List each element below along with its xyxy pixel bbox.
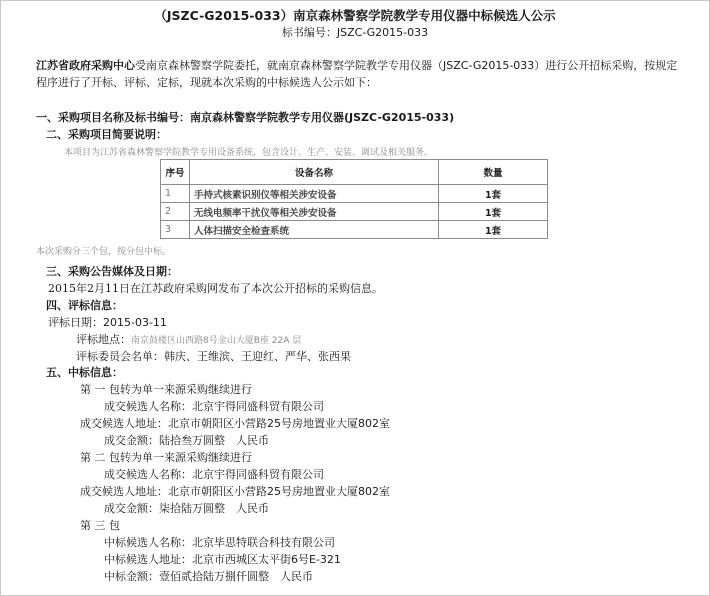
row-no: 2 bbox=[161, 203, 190, 221]
table-header-row bbox=[161, 160, 548, 185]
section-3-heading: 三、采购公告媒体及日期： bbox=[46, 265, 178, 278]
row-name: 手持式核素识别仪等相关涉安设备 bbox=[190, 185, 439, 203]
row-name: 人体扫描安全检查系统 bbox=[190, 221, 439, 239]
package-1-title: 第 一 包转为单一来源采购继续进行 bbox=[80, 383, 252, 396]
section-4-heading: 四、评标信息： bbox=[46, 299, 123, 312]
intro-paragraph bbox=[36, 57, 686, 91]
package-3-amount: 中标金额：壹佰贰拾陆万捌仟圆整 人民币 bbox=[104, 570, 313, 583]
package-2-name: 成交候选人名称：北京宇得同盛科贸有限公司 bbox=[104, 468, 324, 481]
table-row bbox=[161, 203, 548, 221]
row-qty: 1套 bbox=[439, 221, 548, 239]
package-3-address: 中标候选人地址：北京市西城区太平街6号E-321 bbox=[104, 553, 341, 566]
intro-text: 受南京森林警察学院委托，就南京森林警察学院教学专用仪器（JSZC-G2015-033）进行公开招标采购，按规定程序进行了开标、评标、定标，现就本次采购的中标候选人公示如下： bbox=[36, 59, 678, 89]
agency-name: 江苏省政府采购中心 bbox=[36, 59, 135, 72]
bid-number: 标书编号：JSZC-G2015-033 bbox=[281, 26, 429, 39]
row-no: 1 bbox=[161, 185, 190, 203]
section-2-heading: 二、采购项目简要说明： bbox=[46, 128, 167, 141]
equipment-table bbox=[160, 159, 548, 239]
page-title: （JSZC-G2015-033）南京森林警察学院教学专用仪器中标候选人公示 bbox=[154, 8, 556, 23]
section-5-heading: 五、中标信息： bbox=[46, 366, 123, 379]
committee-list: 评标委员会名单：韩庆、王维滨、王迎红、严华、张西果 bbox=[76, 350, 351, 363]
project-description: 本项目为江苏省森林警察学院教学专用设备系统，包含设计、生产、安装、调试及相关服务。 bbox=[64, 148, 434, 158]
row-qty: 1套 bbox=[439, 203, 548, 221]
evaluation-location bbox=[76, 331, 301, 347]
table-row bbox=[161, 185, 548, 203]
section-1-heading: 一、采购项目名称及标书编号：南京森林警察学院教学专用仪器(JSZC-G2015-033) bbox=[36, 111, 455, 124]
package-1-amount: 成交金额：陆拾叁万圆整 人民币 bbox=[104, 434, 269, 447]
package-2-address: 成交候选人地址：北京市朝阳区小营路25号房地置业大厦802室 bbox=[80, 485, 390, 498]
media-date-text: 2015年2月11日在江苏政府采购网发布了本次公开招标的采购信息。 bbox=[48, 282, 383, 295]
package-1-name: 成交候选人名称：北京宇得同盛科贸有限公司 bbox=[104, 400, 324, 413]
location-value: 南京鼓楼区山西路8号金山大厦B座 22A 层 bbox=[131, 336, 302, 346]
table-row bbox=[161, 221, 548, 239]
row-name: 无线电频率干扰仪等相关涉安设备 bbox=[190, 203, 439, 221]
row-qty: 1套 bbox=[439, 185, 548, 203]
col-header-no: 序号 bbox=[161, 160, 190, 185]
evaluation-date: 评标日期：2015-03-11 bbox=[48, 316, 167, 329]
location-label: 评标地点： bbox=[76, 333, 131, 346]
package-note: 本次采购分三个包，按分包中标。 bbox=[36, 247, 172, 257]
package-3-title: 第 三 包 bbox=[80, 519, 120, 532]
col-header-qty: 数量 bbox=[439, 160, 548, 185]
row-no: 3 bbox=[161, 221, 190, 239]
package-2-title: 第 二 包转为单一来源采购继续进行 bbox=[80, 451, 252, 464]
col-header-name: 设备名称 bbox=[190, 160, 439, 185]
package-3-name: 中标候选人名称：北京毕思特联合科技有限公司 bbox=[104, 536, 335, 549]
package-1-address: 成交候选人地址：北京市朝阳区小营路25号房地置业大厦802室 bbox=[80, 417, 390, 430]
package-2-amount: 成交金额：柒拾陆万圆整 人民币 bbox=[104, 502, 269, 515]
